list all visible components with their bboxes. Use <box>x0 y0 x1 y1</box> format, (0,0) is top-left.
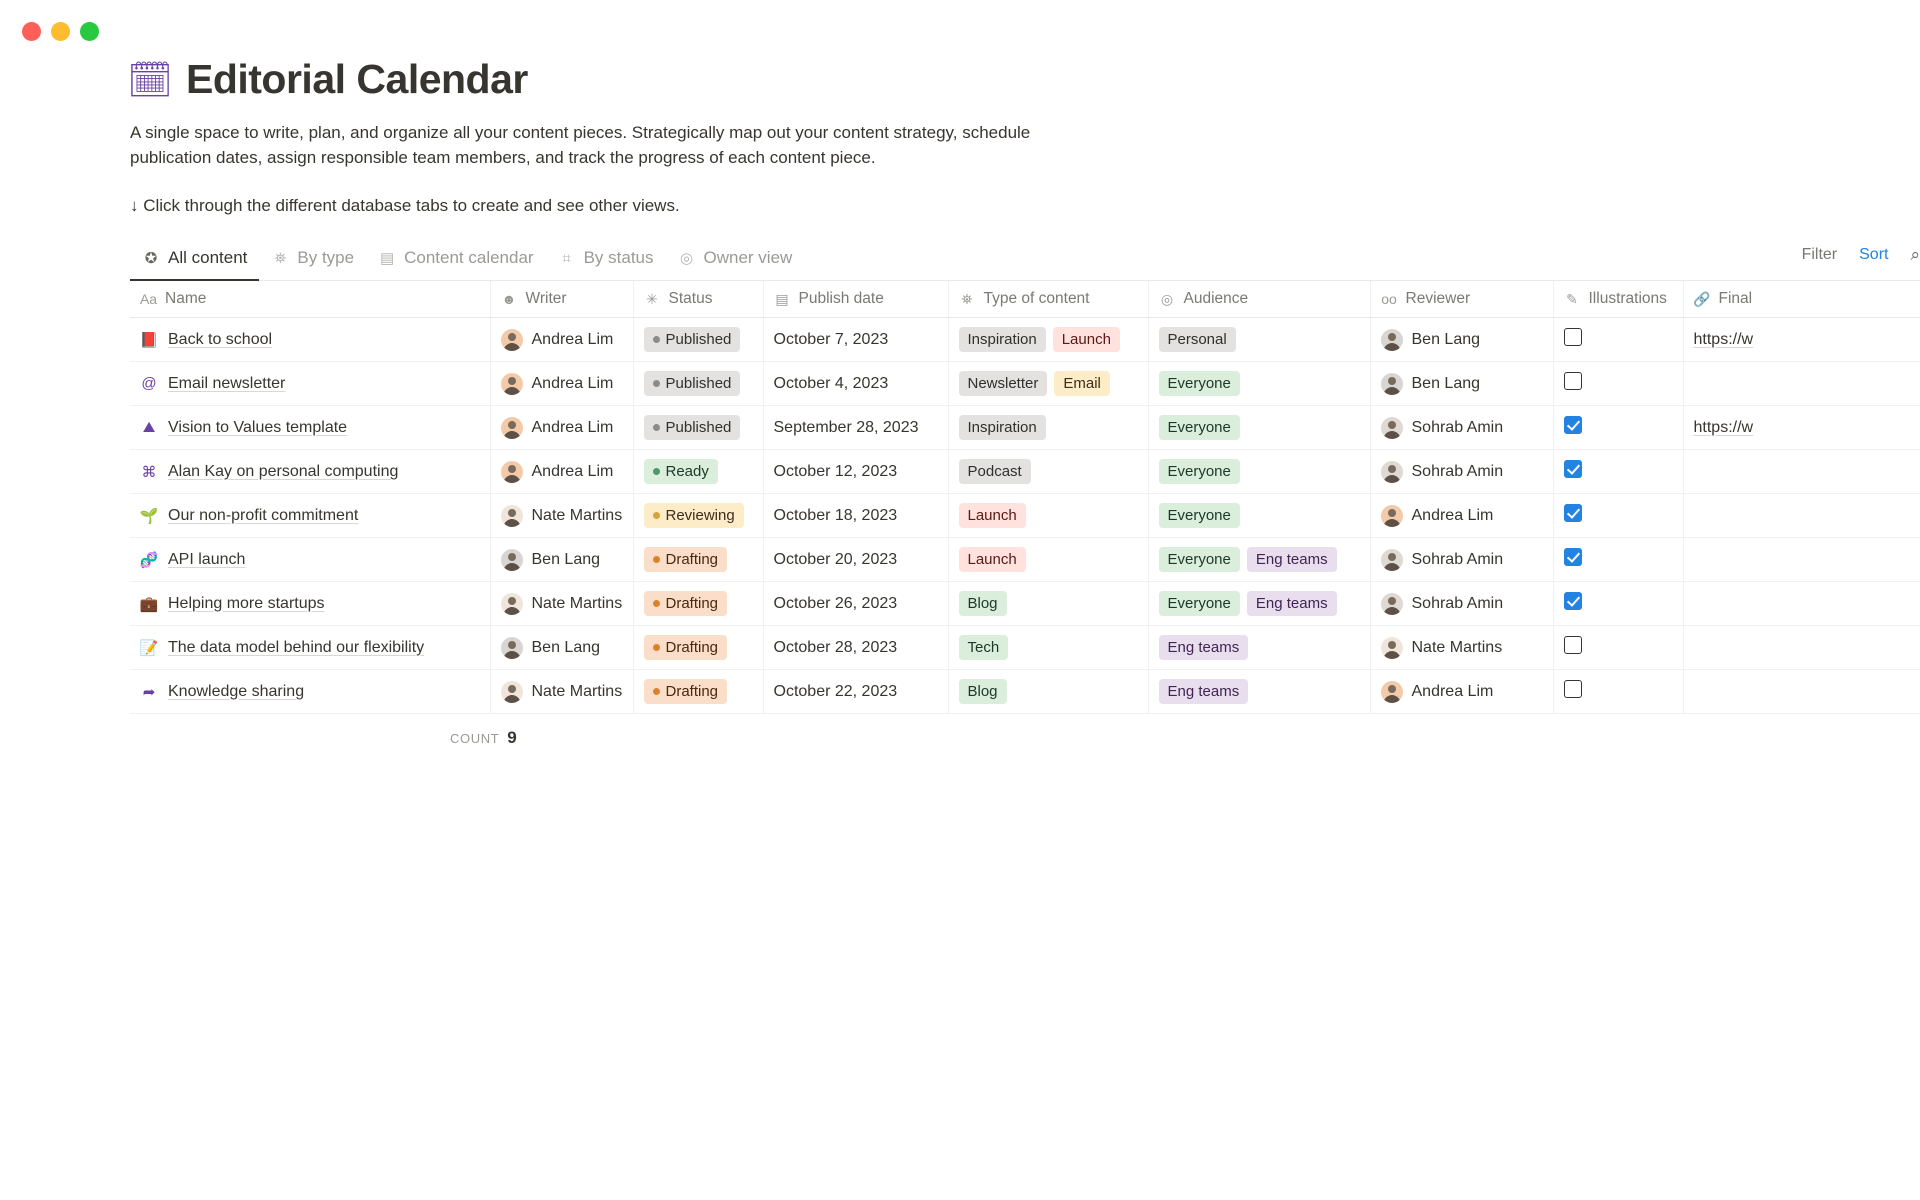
tag-label: Eng teams <box>1255 595 1328 613</box>
cell-audience[interactable] <box>1148 406 1370 450</box>
tag-pill[interactable] <box>644 679 728 704</box>
tag-label: Launch <box>1061 331 1111 349</box>
cell-final[interactable] <box>1683 626 1920 670</box>
cell-audience[interactable] <box>1148 362 1370 406</box>
tag-label: Published <box>665 331 732 349</box>
final-url-link[interactable]: https://w <box>1693 418 1754 436</box>
cell-name[interactable] <box>130 626 490 670</box>
tag-pill[interactable] <box>1054 371 1110 396</box>
column-header-reviewer-label: Reviewer <box>1405 290 1471 308</box>
count-value: 9 <box>507 728 517 748</box>
tag-label: Everyone <box>1167 419 1231 437</box>
avatar <box>501 461 523 483</box>
tag-label: Drafting <box>665 595 719 613</box>
maximize-window-button[interactable] <box>80 22 99 41</box>
sort-button[interactable]: Sort <box>1859 246 1889 264</box>
tab-by-type[interactable] <box>259 240 366 280</box>
avatar <box>501 373 523 395</box>
cell-type-of-content[interactable] <box>948 538 1148 582</box>
publish-date-value: September 28, 2023 <box>773 418 919 436</box>
view-toolbar <box>1802 245 1920 275</box>
publish-date-value: October 7, 2023 <box>773 330 889 348</box>
avatar <box>501 549 523 571</box>
cell-writer[interactable] <box>490 582 633 626</box>
reviewer-name: Ben Lang <box>1411 374 1481 392</box>
column-header-final[interactable] <box>1683 281 1920 318</box>
tag-pill[interactable] <box>1159 547 1240 572</box>
reviewer-name: Andrea Lim <box>1411 682 1494 700</box>
cell-status[interactable] <box>633 406 763 450</box>
avatar <box>501 329 523 351</box>
cell-publish-date[interactable] <box>763 494 948 538</box>
tag-label: Reviewing <box>665 507 735 525</box>
board-icon: ⌗ <box>562 249 571 267</box>
arrow-icon: ➦ <box>142 683 156 701</box>
tag-pill[interactable] <box>1247 547 1337 572</box>
column-header-publish-date-label: Publish date <box>798 290 884 308</box>
tag-label: Podcast <box>967 463 1022 481</box>
target-icon: ✪ <box>144 250 158 268</box>
table-row[interactable] <box>130 538 1920 582</box>
group-icon: ⛯ <box>274 249 287 267</box>
cell-final[interactable] <box>1683 318 1920 362</box>
row-title-link[interactable]: Vision to Values template <box>168 418 348 436</box>
tag-label: Launch <box>967 551 1017 569</box>
tag-pill[interactable] <box>1247 591 1337 616</box>
cell-type-of-content[interactable] <box>948 406 1148 450</box>
cell-name[interactable] <box>130 582 490 626</box>
tag-pill[interactable] <box>644 459 718 484</box>
illustrations-checkbox[interactable] <box>1564 460 1582 478</box>
column-header-name-label: Name <box>165 290 207 308</box>
tag-label: Published <box>665 375 732 393</box>
writer-name: Andrea Lim <box>531 374 614 392</box>
reviewer-name: Sohrab Amin <box>1411 594 1504 612</box>
mountain-icon: ⛰ <box>142 419 156 437</box>
select-icon: ◎ <box>1160 290 1174 307</box>
cell-reviewer[interactable] <box>1370 582 1553 626</box>
tag-label: Drafting <box>665 551 719 569</box>
cell-publish-date[interactable] <box>763 362 948 406</box>
cell-publish-date[interactable] <box>763 538 948 582</box>
writer-name: Nate Martins <box>531 594 623 612</box>
writer-name: Andrea Lim <box>531 418 614 436</box>
tag-pill[interactable] <box>1159 415 1240 440</box>
cell-name[interactable] <box>130 670 490 714</box>
tag-label: Eng teams <box>1167 639 1240 657</box>
tag-label: Published <box>665 419 732 437</box>
cell-status[interactable] <box>633 494 763 538</box>
illustrations-checkbox[interactable] <box>1564 680 1582 698</box>
tag-pill[interactable] <box>1159 327 1236 352</box>
publish-date-value: October 18, 2023 <box>773 506 898 524</box>
cell-illustrations[interactable] <box>1553 538 1683 582</box>
tag-label: Launch <box>967 507 1017 525</box>
close-window-button[interactable] <box>22 22 41 41</box>
illustrations-checkbox[interactable] <box>1564 416 1582 434</box>
cell-reviewer[interactable] <box>1370 494 1553 538</box>
tag-label: Everyone <box>1167 595 1231 613</box>
tag-label: Blog <box>967 683 998 701</box>
final-url-link[interactable]: https://w <box>1693 330 1754 348</box>
cell-publish-date[interactable] <box>763 318 948 362</box>
writer-name: Nate Martins <box>531 506 623 524</box>
reviewer-name: Andrea Lim <box>1411 506 1494 524</box>
cell-status[interactable] <box>633 670 763 714</box>
briefcase-icon: 💼 <box>139 595 159 613</box>
tag-label: Inspiration <box>967 331 1037 349</box>
reviewer-name: Sohrab Amin <box>1411 550 1504 568</box>
page-description: A single space to write, plan, and organize all your content pieces. Strategically map out your content strategy, schedule publication dates, assign responsible team members, and track the progress of each content piece. <box>130 123 1031 167</box>
cell-type-of-content[interactable] <box>948 362 1148 406</box>
row-title-link[interactable]: Back to school <box>168 330 273 348</box>
cell-name[interactable] <box>130 406 490 450</box>
cell-status[interactable] <box>633 582 763 626</box>
reviewer-name: Nate Martins <box>1411 638 1503 656</box>
table-row[interactable] <box>130 362 1920 406</box>
column-header-status-label: Status <box>668 290 713 308</box>
tab-by-status[interactable] <box>546 240 666 280</box>
row-title-link[interactable]: The data model behind our flexibility <box>168 638 425 656</box>
reviewer-name: Sohrab Amin <box>1411 418 1504 436</box>
cell-audience[interactable] <box>1148 626 1370 670</box>
writer-name: Andrea Lim <box>531 330 614 348</box>
tag-pill[interactable] <box>1053 327 1120 352</box>
tag-pill[interactable] <box>959 591 1007 616</box>
tag-label: Newsletter <box>967 375 1039 393</box>
column-header-writer-label: Writer <box>525 290 567 308</box>
cell-name[interactable] <box>130 450 490 494</box>
avatar <box>501 681 523 703</box>
cell-publish-date[interactable] <box>763 670 948 714</box>
cell-audience[interactable] <box>1148 582 1370 626</box>
table-row[interactable] <box>130 670 1920 714</box>
cell-final[interactable] <box>1683 406 1920 450</box>
command-icon: ⌘ <box>141 463 157 481</box>
tag-pill[interactable] <box>1159 503 1240 528</box>
tab-all-content[interactable] <box>130 240 259 280</box>
cell-type-of-content[interactable] <box>948 318 1148 362</box>
tag-pill[interactable] <box>959 327 1046 352</box>
search-icon[interactable]: ⌕ <box>1910 245 1920 265</box>
illustrations-checkbox[interactable] <box>1564 592 1582 610</box>
database-tabs <box>130 240 804 280</box>
column-header-status[interactable] <box>633 281 763 318</box>
cell-writer[interactable] <box>490 318 633 362</box>
publish-date-value: October 12, 2023 <box>773 462 898 480</box>
cell-name[interactable] <box>130 362 490 406</box>
tag-pill[interactable] <box>644 635 728 660</box>
cell-reviewer[interactable] <box>1370 450 1553 494</box>
tag-pill[interactable] <box>644 415 741 440</box>
cell-status[interactable] <box>633 318 763 362</box>
avatar <box>1381 505 1403 527</box>
row-title-link[interactable]: Knowledge sharing <box>168 682 305 700</box>
cell-illustrations[interactable] <box>1553 670 1683 714</box>
tag-pill[interactable] <box>959 503 1026 528</box>
table-row[interactable] <box>130 450 1920 494</box>
tab-content-calendar-label: Content calendar <box>404 248 534 268</box>
row-title-link[interactable]: Our non-profit commitment <box>168 506 359 524</box>
cell-publish-date[interactable] <box>763 406 948 450</box>
avatar <box>1381 417 1403 439</box>
table-body <box>130 318 1920 714</box>
calendar-emoji-icon: 🗓 <box>127 58 173 100</box>
date-icon: ▤ <box>775 290 789 307</box>
dna-icon: 🧬 <box>139 551 159 569</box>
cell-reviewer[interactable] <box>1370 318 1553 362</box>
cell-publish-date[interactable] <box>763 582 948 626</box>
column-header-audience[interactable] <box>1148 281 1370 318</box>
illustrations-checkbox[interactable] <box>1564 504 1582 522</box>
avatar <box>1381 593 1403 615</box>
cell-writer[interactable] <box>490 406 633 450</box>
page-title: Editorial Calendar <box>186 56 528 102</box>
column-header-audience-label: Audience <box>1183 290 1249 308</box>
illustrations-checkbox[interactable] <box>1564 372 1582 390</box>
book-icon: 📕 <box>139 331 159 349</box>
page-hint: ↓ Click through the different database tabs to create and see other views. <box>130 196 680 216</box>
cell-publish-date[interactable] <box>763 450 948 494</box>
tab-content-calendar[interactable] <box>366 240 545 280</box>
url-icon: 🔗 <box>1693 290 1711 307</box>
publish-date-value: October 28, 2023 <box>773 638 898 656</box>
table-row[interactable] <box>130 494 1920 538</box>
tag-label: Everyone <box>1167 375 1231 393</box>
column-header-final-label: Final <box>1718 290 1753 308</box>
cell-writer[interactable] <box>490 538 633 582</box>
tag-label: Drafting <box>665 683 719 701</box>
tag-pill[interactable] <box>644 327 741 352</box>
cell-name[interactable] <box>130 538 490 582</box>
tab-all-content-label: All content <box>168 248 248 268</box>
tag-label: Inspiration <box>967 419 1037 437</box>
cell-publish-date[interactable] <box>763 626 948 670</box>
column-header-type-of-content[interactable] <box>948 281 1148 318</box>
tag-label: Eng teams <box>1167 683 1240 701</box>
column-header-illustrations-label: Illustrations <box>1588 290 1667 308</box>
tag-pill[interactable] <box>959 547 1026 572</box>
writer-name: Nate Martins <box>531 682 623 700</box>
tag-label: Eng teams <box>1255 551 1328 569</box>
tag-label: Everyone <box>1167 507 1231 525</box>
cell-audience[interactable] <box>1148 318 1370 362</box>
illustrations-checkbox[interactable] <box>1564 548 1582 566</box>
cell-final[interactable] <box>1683 494 1920 538</box>
tag-pill[interactable] <box>959 679 1007 704</box>
avatar <box>1381 329 1403 351</box>
globe-icon: ◎ <box>679 250 694 268</box>
reviewer-name: Ben Lang <box>1411 330 1481 348</box>
tag-pill[interactable] <box>644 547 728 572</box>
tag-pill[interactable] <box>644 591 728 616</box>
count-label: COUNT <box>450 731 500 747</box>
row-title-link[interactable]: API launch <box>168 550 246 568</box>
row-title-link[interactable]: Helping more startups <box>168 594 325 612</box>
avatar <box>501 593 523 615</box>
filter-button[interactable]: Filter <box>1801 246 1838 264</box>
cell-illustrations[interactable] <box>1553 406 1683 450</box>
tag-label: Personal <box>1167 331 1227 349</box>
page-header <box>127 56 1920 103</box>
person-icon: ☻ <box>501 291 517 308</box>
publish-date-value: October 26, 2023 <box>773 594 898 612</box>
avatar <box>1381 461 1403 483</box>
database-table <box>130 281 1920 714</box>
avatar <box>1381 681 1403 703</box>
tag-label: Everyone <box>1167 551 1231 569</box>
illustrations-checkbox[interactable] <box>1564 636 1582 654</box>
cell-type-of-content[interactable] <box>948 582 1148 626</box>
cell-illustrations[interactable] <box>1553 450 1683 494</box>
avatar <box>1381 549 1403 571</box>
cell-illustrations[interactable] <box>1553 362 1683 406</box>
cell-illustrations[interactable] <box>1553 318 1683 362</box>
tag-label: Tech <box>967 639 1000 657</box>
tag-pill[interactable] <box>1159 459 1240 484</box>
cell-writer[interactable] <box>490 670 633 714</box>
table-row[interactable] <box>130 318 1920 362</box>
tag-pill[interactable] <box>1159 679 1249 704</box>
reviewer-name: Sohrab Amin <box>1411 462 1504 480</box>
tab-by-status-label: By status <box>583 248 654 268</box>
avatar <box>501 637 523 659</box>
cell-writer[interactable] <box>490 450 633 494</box>
publish-date-value: October 22, 2023 <box>773 682 898 700</box>
cell-illustrations[interactable] <box>1553 494 1683 538</box>
tag-pill[interactable] <box>959 635 1009 660</box>
writer-name: Andrea Lim <box>531 462 614 480</box>
tab-owner-view[interactable] <box>666 240 805 280</box>
cell-audience[interactable] <box>1148 494 1370 538</box>
minimize-window-button[interactable] <box>51 22 70 41</box>
multi-select-icon: ⛯ <box>961 290 973 307</box>
title-icon: Aa <box>139 291 158 308</box>
publish-date-value: October 4, 2023 <box>773 374 889 392</box>
cell-type-of-content[interactable] <box>948 670 1148 714</box>
illustrations-checkbox[interactable] <box>1564 328 1582 346</box>
cell-reviewer[interactable] <box>1370 670 1553 714</box>
cell-name[interactable] <box>130 318 490 362</box>
avatar <box>501 505 523 527</box>
tab-by-type-label: By type <box>297 248 355 268</box>
row-title-link[interactable]: Email newsletter <box>168 374 286 392</box>
seedling-icon: 🌱 <box>139 507 159 525</box>
cell-final[interactable] <box>1683 362 1920 406</box>
table-header-row <box>130 281 1920 318</box>
cell-reviewer[interactable] <box>1370 362 1553 406</box>
cell-writer[interactable] <box>490 494 633 538</box>
column-header-name[interactable] <box>130 281 490 318</box>
cell-status[interactable] <box>633 538 763 582</box>
cell-status[interactable] <box>633 626 763 670</box>
at-icon: @ <box>141 375 157 393</box>
cell-final[interactable] <box>1683 582 1920 626</box>
status-icon: ✳ <box>646 290 658 307</box>
row-title-link[interactable]: Alan Kay on personal computing <box>168 462 399 480</box>
cell-reviewer[interactable] <box>1370 406 1553 450</box>
table-row[interactable] <box>130 626 1920 670</box>
avatar <box>501 417 523 439</box>
tag-pill[interactable] <box>644 371 741 396</box>
cell-reviewer[interactable] <box>1370 626 1553 670</box>
column-header-writer[interactable] <box>490 281 633 318</box>
tag-pill[interactable] <box>644 503 744 528</box>
cell-audience[interactable] <box>1148 670 1370 714</box>
cell-type-of-content[interactable] <box>948 626 1148 670</box>
window-controls[interactable] <box>22 22 99 41</box>
calendar-icon: ▤ <box>380 250 395 268</box>
tag-pill[interactable] <box>1159 591 1240 616</box>
checkbox-icon: ✎ <box>1566 290 1578 307</box>
cell-type-of-content[interactable] <box>948 450 1148 494</box>
cell-writer[interactable] <box>490 626 633 670</box>
tag-pill[interactable] <box>1159 371 1240 396</box>
tag-pill[interactable] <box>959 371 1048 396</box>
avatar <box>1381 637 1403 659</box>
cell-audience[interactable] <box>1148 538 1370 582</box>
tab-owner-view-label: Owner view <box>703 248 793 268</box>
cell-reviewer[interactable] <box>1370 538 1553 582</box>
tag-pill[interactable] <box>1159 635 1249 660</box>
column-header-publish-date[interactable] <box>763 281 948 318</box>
cell-final[interactable] <box>1683 670 1920 714</box>
cell-status[interactable] <box>633 450 763 494</box>
cell-audience[interactable] <box>1148 450 1370 494</box>
table-row[interactable] <box>130 406 1920 450</box>
column-header-illustrations[interactable] <box>1553 281 1683 318</box>
tag-pill[interactable] <box>959 415 1046 440</box>
cell-final[interactable] <box>1683 538 1920 582</box>
tag-label: Email <box>1063 375 1101 393</box>
table-row[interactable] <box>130 582 1920 626</box>
tag-label: Ready <box>665 463 709 481</box>
pencil-square-icon: 📝 <box>139 639 159 657</box>
avatar <box>1381 373 1403 395</box>
cell-final[interactable] <box>1683 450 1920 494</box>
writer-name: Ben Lang <box>531 638 601 656</box>
tag-label: Blog <box>967 595 998 613</box>
column-header-type-label: Type of content <box>983 290 1090 308</box>
tag-label: Drafting <box>665 639 719 657</box>
database-tabs-bar <box>130 240 1920 281</box>
cell-type-of-content[interactable] <box>948 494 1148 538</box>
cell-status[interactable] <box>633 362 763 406</box>
cell-illustrations[interactable] <box>1553 626 1683 670</box>
cell-illustrations[interactable] <box>1553 582 1683 626</box>
cell-writer[interactable] <box>490 362 633 406</box>
tag-pill[interactable] <box>959 459 1031 484</box>
cell-name[interactable] <box>130 494 490 538</box>
table-footer <box>130 714 1920 748</box>
column-header-reviewer[interactable] <box>1370 281 1553 318</box>
tag-label: Everyone <box>1167 463 1231 481</box>
publish-date-value: October 20, 2023 <box>773 550 898 568</box>
person-icon: oo <box>1381 291 1397 308</box>
writer-name: Ben Lang <box>531 550 601 568</box>
